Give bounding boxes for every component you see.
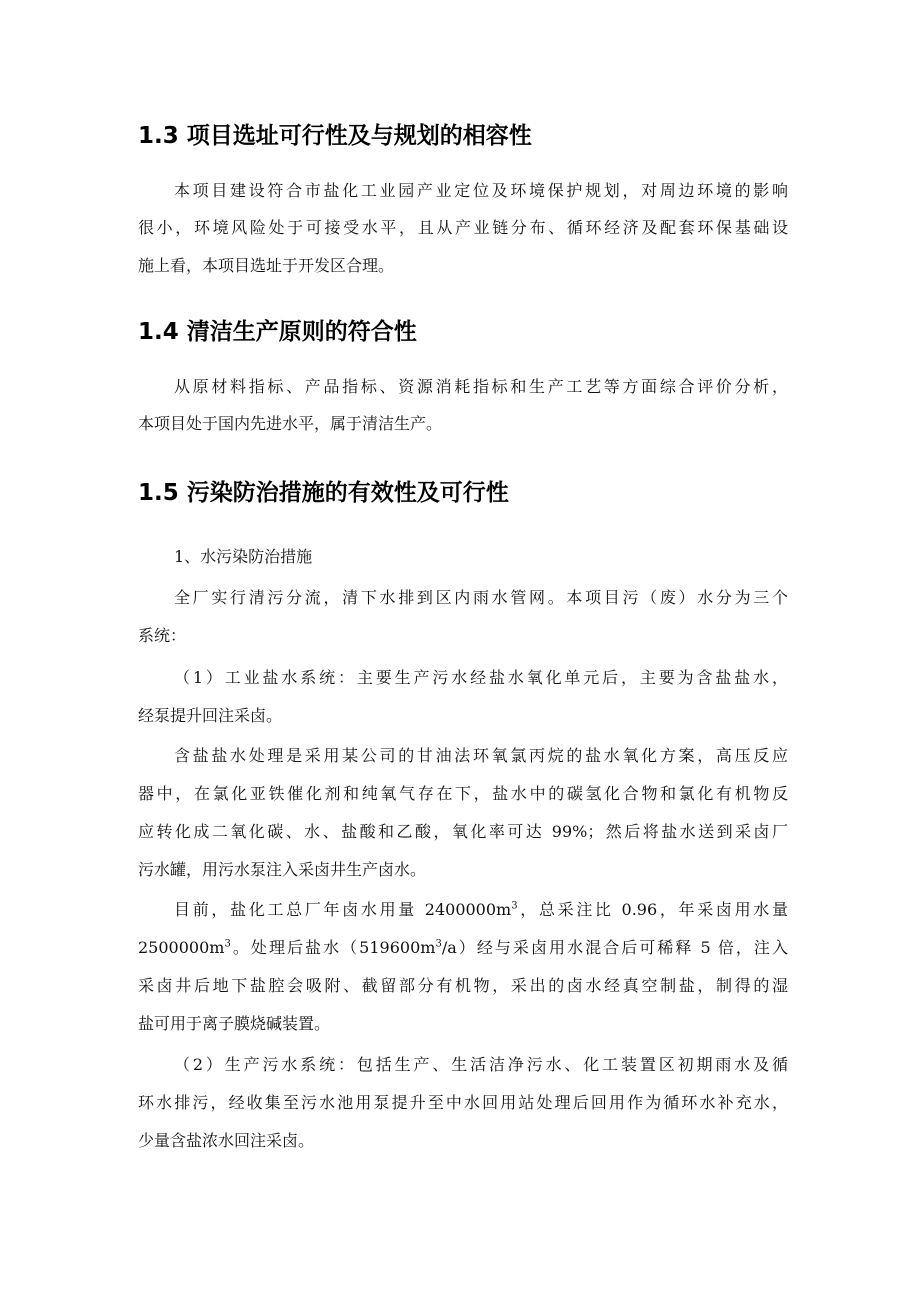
section-heading-1-3: 1.3 项目选址可行性及与规划的相容性 [138, 123, 532, 149]
paragraph-line: 从原材料指标、产品指标、资源消耗指标和生产工艺等方面综合评价分析， [174, 377, 788, 396]
text-run: 。处理后盐水（519600m [230, 938, 436, 957]
text-run: 目前，盐化工总厂年卤水用量 2400000m [174, 900, 512, 919]
section-heading-1-5: 1.5 污染防治措施的有效性及可行性 [138, 480, 509, 506]
paragraph-line: 环水排污，经收集至污水池用泵提升至中水回用站处理后回用作为循环水补充水， [138, 1093, 788, 1112]
paragraph-line [138, 937, 788, 959]
paragraph-line: （1）工业盐水系统：主要生产污水经盐水氧化单元后，主要为含盐盐水， [174, 668, 788, 687]
paragraph-line: 器中，在氯化亚铁催化剂和纯氧气存在下，盐水中的碳氢化合物和氯化有机物反 [138, 784, 788, 803]
paragraph-line: 污水罐，用污水泵注入采卤井生产卤水。 [138, 860, 427, 879]
paragraph-line [174, 899, 788, 921]
text-run: ，总采注比 0.96，年采卤用水量 [517, 900, 788, 919]
paragraph-line: 应转化成二氧化碳、水、盐酸和乙酸，氧化率可达 99%；然后将盐水送到采卤厂 [138, 822, 788, 841]
paragraph-line: 系统： [138, 626, 187, 645]
paragraph-line: 含盐盐水处理是采用某公司的甘油法环氧氯丙烷的盐水氧化方案，高压反应 [174, 746, 788, 765]
paragraph-line: 施上看，本项目选址于开发区合理。 [138, 256, 395, 275]
paragraph-line: 本项目处于国内先进水平，属于清洁生产。 [138, 414, 443, 433]
paragraph-line: 采卤井后地下盐腔会吸附、截留部分有机物，采出的卤水经真空制盐，制得的湿 [138, 976, 788, 995]
superscript: 3 [435, 938, 442, 950]
paragraph-line: 全厂实行清污分流，清下水排到区内雨水管网。本项目污（废）水分为三个 [174, 588, 788, 607]
paragraph-line: 盐可用于离子膜烧碱装置。 [138, 1014, 331, 1033]
subsection-title: 1、水污染防治措施 [174, 547, 313, 566]
section-heading-1-4: 1.4 清洁生产原则的符合性 [138, 319, 417, 345]
paragraph-line: 少量含盐浓水回注采卤。 [138, 1131, 315, 1150]
paragraph-line: （2）生产污水系统：包括生产、生活洁净污水、化工装置区初期雨水及循 [174, 1055, 788, 1074]
paragraph-line: 本项目建设符合市盐化工业园产业定位及环境保护规划，对周边环境的影响 [174, 181, 788, 200]
superscript: 3 [511, 900, 518, 912]
paragraph-line: 很小，环境风险处于可接受水平，且从产业链分布、循环经济及配套环保基础设 [138, 218, 788, 237]
paragraph-line: 经泵提升回注采卤。 [138, 706, 283, 725]
text-run: /a）经与采卤用水混合后可稀释 5 倍，注入 [441, 938, 788, 957]
text-run: 2500000m [138, 938, 225, 957]
superscript: 3 [224, 938, 231, 950]
